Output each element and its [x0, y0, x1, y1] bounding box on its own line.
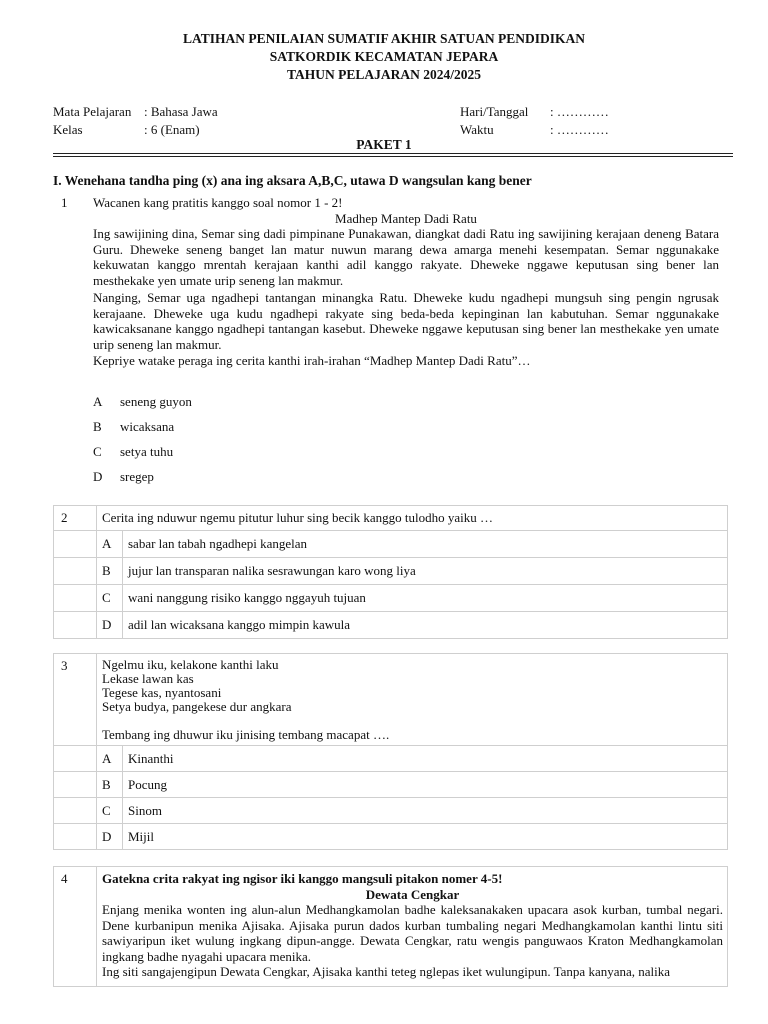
question-4-content	[97, 867, 728, 987]
q2-option-c-letter: C	[97, 585, 123, 612]
q3-option-a-text: Kinanthi	[123, 746, 728, 772]
question-2-number: 2	[54, 506, 97, 531]
question-1-intro: Wacanen kang pratitis kanggo soal nomor 1 - 2!	[93, 195, 343, 210]
time-label: Waktu	[460, 122, 494, 137]
question-1-text: Kepriye watake peraga ing cerita kanthi irah-irahan “Madhep Mantep Dadi Ratu”…	[93, 353, 531, 368]
paket-title: PAKET 1	[356, 137, 412, 152]
class-value: : 6 (Enam)	[144, 122, 200, 137]
q3-option-a-letter: A	[97, 746, 123, 772]
poem-line-4: Setya budya, pangekese dur angkara	[102, 699, 292, 714]
q2-option-b-letter: B	[97, 558, 123, 585]
story-2-paragraph-2: Ing siti sangajengipun Dewata Cengkar, Ajisaka kanthi teteg nglepas iket wulungipun. Tanpa kanyana, nalika	[102, 964, 671, 979]
story-2-paragraph-1: Enjang menika wonten ing alun-alun Medhangkamolan badhe kaleksanakaken upacara asok kurban, tumbal negari. Dene kurbanipun menika Ajisaka. Ajisaka purun dados kurban tumbaling negari Medhangkamolan kanthi lintu siti sawiyaripun iket wulung ingkang dipun-angge. Dewata Cengkar, ratu wengis panguwaos Kraton Medhangkamolan ingkang badhe nyagahi upacara menika.	[102, 902, 723, 964]
q2-option-a-text: sabar lan tabah ngadhepi kangelan	[123, 531, 728, 558]
q1-option-d-text: sregep	[120, 469, 154, 484]
question-1-number: 1	[61, 195, 68, 210]
date-label: Hari/Tanggal	[460, 104, 529, 119]
q1-option-b-text: wicaksana	[120, 419, 175, 434]
story-2-title: Dewata Cengkar	[365, 886, 460, 902]
q2-option-d-letter: D	[97, 612, 123, 639]
q1-option-a-letter: A	[93, 394, 103, 409]
header-line-2: SATKORDIK KECAMATAN JEPARA	[269, 49, 499, 64]
poem-line-3: Tegese kas, nyantosani	[102, 685, 222, 700]
time-value: : …………	[550, 122, 609, 137]
double-rule-top	[53, 153, 733, 154]
subject-value: : Bahasa Jawa	[144, 104, 218, 119]
section-title: I. Wenehana tandha ping (x) ana ing aksara A,B,C, utawa D wangsulan kang bener	[53, 173, 532, 188]
poem-line-1: Ngelmu iku, kelakone kanthi laku	[102, 657, 279, 672]
question-2-text: Cerita ing nduwur ngemu pitutur luhur sing becik kanggo tulodho yaiku …	[97, 506, 728, 531]
question-3-number: 3	[54, 654, 97, 746]
q2-option-d-text: adil lan wicaksana kanggo mimpin kawula	[123, 612, 728, 639]
double-rule-bottom	[53, 156, 733, 157]
question-3-content	[97, 654, 728, 746]
poem-line-2: Lekase lawan kas	[102, 671, 194, 686]
q3-option-d-letter: D	[97, 824, 123, 850]
q1-option-c-text: setya tuhu	[120, 444, 174, 459]
subject-label: Mata Pelajaran	[53, 104, 132, 119]
q3-option-d-text: Mijil	[123, 824, 728, 850]
q3-option-b-text: Pocung	[123, 772, 728, 798]
class-label: Kelas	[53, 122, 83, 137]
q2-option-b-text: jujur lan transparan nalika sesrawungan karo wong liya	[123, 558, 728, 585]
story-1-title: Madhep Mantep Dadi Ratu	[335, 211, 477, 226]
question-2-table	[53, 505, 728, 639]
story-1-paragraph-2: Nanging, Semar uga ngadhepi tantangan minangka Ratu. Dheweke kudu ngadhepi mungsuh sing pengin ngrusak kerajaane. Dheweke uga kudu ngadhepi rakyate sing beda-beda kepinginan lan kabutuhan. Semar nggunakake kawicaksanane kanggo ngadhepi tantangan kasebut. Dheweke nggawe keputusan sing bener lan mesthekake yen umate urip seneng lan makmur.	[93, 290, 719, 352]
q1-option-c-letter: C	[93, 444, 102, 459]
story-1-paragraph-1: Ing sawijining dina, Semar sing dadi pimpinane Punakawan, diangkat dadi Ratu ing sawijining kerajaan deneng Batara Guru. Dheweke seneng banget lan matur nuwun marang dewa amarga menehi kesempatan. Semar nggunakake kekuwatan kanggo mrentah kerajaan kanthi adil kanggo rakyate. Dheweke nggawe keputusan sing bener lan mesthekake yen umate urip seneng lan makmur.	[93, 226, 719, 288]
header-line-1: LATIHAN PENILAIAN SUMATIF AKHIR SATUAN PENDIDIKAN	[183, 31, 585, 46]
q2-option-a-letter: A	[97, 531, 123, 558]
question-4-table	[53, 866, 728, 987]
question-3-text: Tembang ing dhuwur iku jinising tembang macapat ….	[102, 727, 390, 742]
question-4-intro: Gatekna crita rakyat ing ngisor iki kanggo mangsuli pitakon nomer 4-5!	[102, 871, 503, 886]
q3-option-b-letter: B	[97, 772, 123, 798]
q1-option-d-letter: D	[93, 469, 103, 484]
question-3-table	[53, 653, 728, 850]
q2-option-c-text: wani nanggung risiko kanggo nggayuh tujuan	[123, 585, 728, 612]
q3-option-c-text: Sinom	[123, 798, 728, 824]
date-value: : …………	[550, 104, 609, 119]
header-line-3: TAHUN PELAJARAN 2024/2025	[286, 67, 481, 82]
q3-option-c-letter: C	[97, 798, 123, 824]
q1-option-b-letter: B	[93, 419, 102, 434]
question-4-number: 4	[54, 867, 97, 987]
q1-option-a-text: seneng guyon	[120, 394, 192, 409]
